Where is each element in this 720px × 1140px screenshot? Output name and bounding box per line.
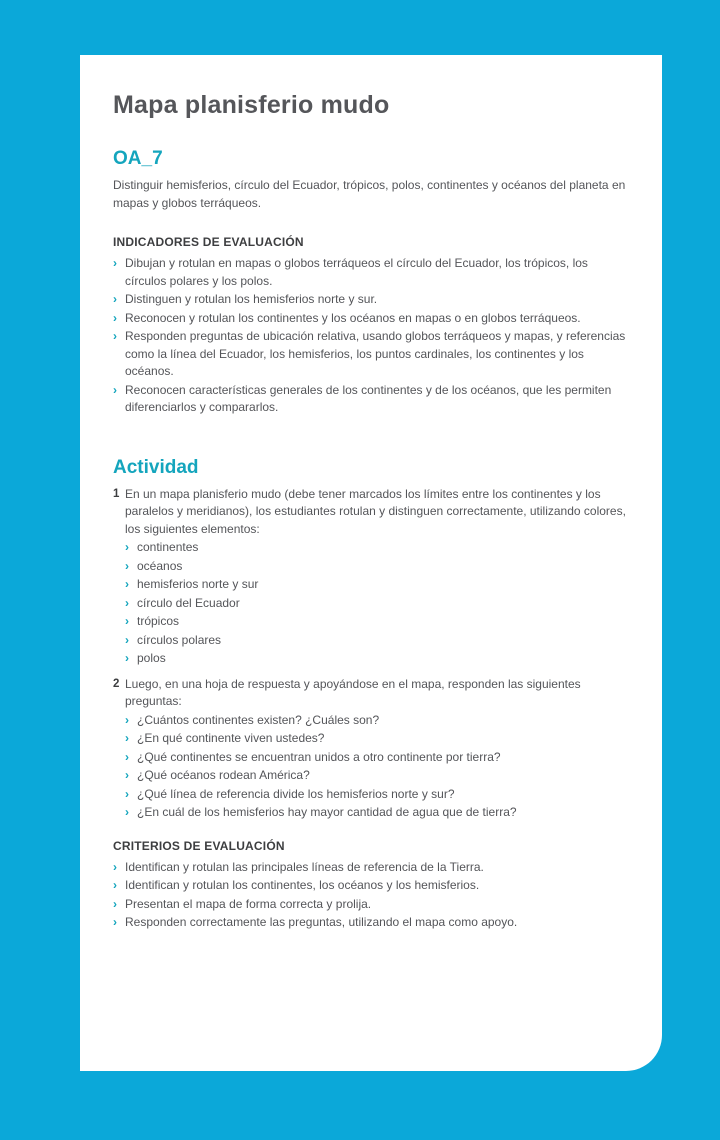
list-item-text: Distinguen y rotulan los hemisferios norte y sur.: [125, 292, 378, 306]
actividad-section: [113, 457, 628, 823]
chevron-bullet-icon: ›: [125, 540, 129, 554]
chevron-bullet-icon: ›: [125, 614, 129, 628]
list-item-text: Reconocen características generales de los continentes y de los océanos, que les permiten diferenciarlos y compararlos.: [125, 382, 612, 414]
chevron-bullet-icon: ›: [113, 292, 117, 306]
list-item-text: polos: [137, 651, 166, 665]
list-item-text: Responden preguntas de ubicación relativa, usando globos terráqueos y mapas, y referencias como la línea del Ecuador, los hemisferios, los puntos cardinales, los continentes y los océanos.: [125, 329, 626, 378]
list-item-text: ¿Cuántos continentes existen? ¿Cuáles son?: [137, 712, 380, 727]
list-item: [125, 558, 628, 576]
indicadores-heading: INDICADORES DE EVALUACIÓN: [113, 235, 304, 249]
list-item-text: Identifican y rotulan los continentes, los océanos y los hemisferios.: [125, 878, 480, 892]
list-item-text: círculos polares: [137, 632, 222, 647]
chevron-bullet-icon: ›: [125, 712, 129, 727]
content-card: [80, 55, 662, 1071]
list-item-text: Reconocen y rotulan los continentes y los océanos en mapas o en globos terráqueos.: [125, 310, 581, 325]
chevron-bullet-icon: ›: [125, 768, 129, 782]
list-item: [113, 382, 628, 417]
chevron-bullet-icon: ›: [125, 651, 129, 665]
list-item-text: Presentan el mapa de forma correcta y prolija.: [125, 896, 372, 911]
chevron-bullet-icon: ›: [113, 310, 117, 325]
chevron-bullet-icon: ›: [113, 915, 117, 929]
chevron-bullet-icon: ›: [113, 256, 117, 270]
list-item: [125, 804, 628, 822]
list-item: [125, 712, 628, 730]
chevron-bullet-icon: ›: [113, 896, 117, 911]
list-item: [113, 859, 628, 877]
chevron-bullet-icon: ›: [113, 329, 117, 343]
chevron-bullet-icon: ›: [125, 595, 129, 610]
list-item-text: hemisferios norte y sur: [137, 577, 259, 591]
chevron-bullet-icon: ›: [113, 859, 117, 874]
list-item: [113, 914, 628, 932]
list-item: [113, 328, 628, 381]
criterios-heading: CRITERIOS DE EVALUACIÓN: [113, 838, 285, 853]
list-item-text: trópicos: [137, 614, 180, 628]
chevron-bullet-icon: ›: [125, 749, 129, 764]
chevron-bullet-icon: ›: [125, 731, 129, 745]
list-item: [113, 310, 628, 328]
list-item-text: Identifican y rotulan las principales líneas de referencia de la Tierra.: [125, 859, 484, 874]
list-item: [125, 749, 628, 767]
list-item-text: ¿Qué continentes se encuentran unidos a otro continente por tierra?: [137, 749, 501, 764]
oa-description: Distinguir hemisferios, círculo del Ecuador, trópicos, polos, continentes y océanos del planeta en mapas y globos terráqueos.: [113, 178, 626, 210]
list-item-text: océanos: [137, 558, 183, 573]
list-item: [125, 613, 628, 631]
chevron-bullet-icon: ›: [113, 382, 117, 397]
list-item: [125, 576, 628, 594]
chevron-bullet-icon: ›: [113, 878, 117, 892]
step-number: 1: [113, 487, 120, 500]
actividad-step-1: [113, 486, 628, 669]
step-text: Luego, en una hoja de respuesta y apoyándose en el mapa, responden las siguientes preguntas:: [125, 676, 581, 708]
list-item: [125, 767, 628, 785]
actividad-step-2: [113, 676, 628, 823]
list-item-text: continentes: [137, 540, 199, 554]
list-item: [125, 632, 628, 650]
step-text: En un mapa planisferio mudo (debe tener marcados los límites entre los continentes y los paralelos y meridianos), los estudiantes rotulan y distinguen correctamente, utilizando colores, los siguientes elementos:: [125, 486, 626, 536]
list-item: [113, 877, 628, 895]
indicadores-list: [113, 255, 628, 417]
page-title: Mapa planisferio mudo: [113, 91, 390, 119]
list-item: [125, 730, 628, 748]
list-item: [113, 291, 628, 309]
list-item: [125, 595, 628, 613]
chevron-bullet-icon: ›: [125, 632, 129, 647]
step-1-sublist: [125, 539, 628, 668]
criterios-list: [113, 859, 628, 932]
list-item: [113, 255, 628, 290]
step-body: [125, 486, 628, 669]
chevron-bullet-icon: ›: [125, 786, 129, 801]
chevron-bullet-icon: ›: [125, 805, 129, 819]
chevron-bullet-icon: ›: [125, 577, 129, 591]
step-2-sublist: [125, 712, 628, 822]
oa-heading: OA_7: [113, 148, 163, 169]
step-number: 2: [113, 677, 120, 690]
list-item: [125, 650, 628, 668]
step-body: [125, 676, 628, 823]
list-item: [125, 539, 628, 557]
actividad-heading: Actividad: [113, 456, 199, 478]
list-item-text: ¿Qué línea de referencia divide los hemisferios norte y sur?: [137, 786, 455, 801]
list-item-text: ¿En qué continente viven ustedes?: [137, 731, 325, 745]
list-item-text: círculo del Ecuador: [137, 595, 240, 610]
chevron-bullet-icon: ›: [125, 558, 129, 573]
list-item-text: ¿Qué océanos rodean América?: [137, 768, 310, 782]
list-item: [113, 896, 628, 914]
list-item-text: Dibujan y rotulan en mapas o globos terráqueos el círculo del Ecuador, los trópicos, los círculos polares y los polos.: [125, 256, 588, 288]
criterios-section: [113, 839, 628, 932]
list-item-text: Responden correctamente las preguntas, utilizando el mapa como apoyo.: [125, 915, 518, 929]
list-item-text: ¿En cuál de los hemisferios hay mayor cantidad de agua que de tierra?: [137, 805, 517, 819]
oa-section: [113, 148, 628, 212]
list-item: [125, 786, 628, 804]
indicadores-section: [113, 235, 628, 417]
